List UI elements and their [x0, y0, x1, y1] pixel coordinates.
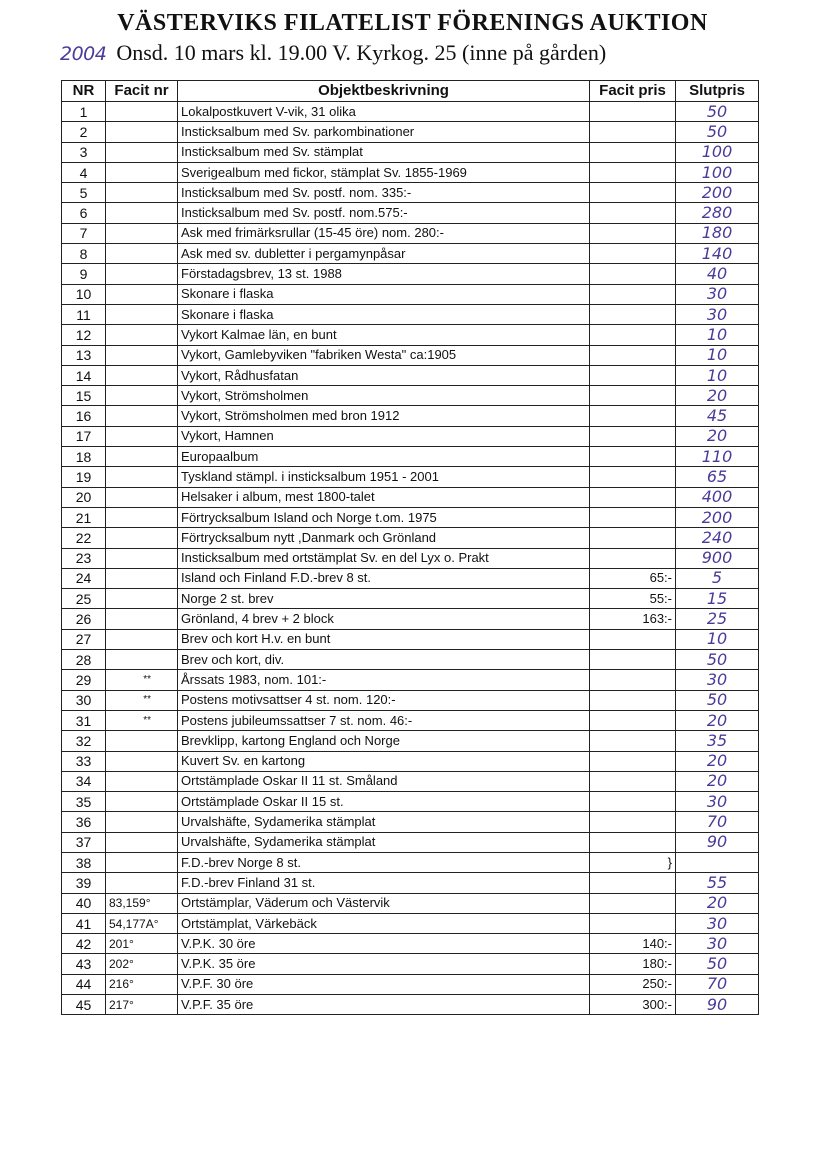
cell-slutpris: 50 [676, 102, 759, 122]
cell-facit-nr: 83,159° [106, 893, 178, 913]
table-row [62, 203, 759, 223]
cell-slutpris: 100 [676, 142, 759, 162]
table-row [62, 223, 759, 243]
cell-nr: 24 [62, 568, 106, 588]
cell-facit-pris: } [590, 852, 676, 872]
cell-facit-nr [106, 223, 178, 243]
cell-facit-nr [106, 365, 178, 385]
cell-slutpris: 30 [676, 670, 759, 690]
cell-facit-nr [106, 629, 178, 649]
cell-facit-nr [106, 507, 178, 527]
cell-nr: 3 [62, 142, 106, 162]
table-row [62, 507, 759, 527]
cell-nr: 20 [62, 487, 106, 507]
cell-facit-pris [590, 284, 676, 304]
cell-nr: 27 [62, 629, 106, 649]
cell-nr: 23 [62, 548, 106, 568]
cell-facit-nr [106, 183, 178, 203]
table-row [62, 304, 759, 324]
cell-facit-pris [590, 325, 676, 345]
cell-nr: 11 [62, 304, 106, 324]
cell-nr: 15 [62, 386, 106, 406]
auction-subtitle: Onsd. 10 mars kl. 19.00 V. Kyrkog. 25 (inne på gården) [116, 40, 607, 65]
cell-nr: 6 [62, 203, 106, 223]
cell-nr: 1 [62, 102, 106, 122]
cell-facit-pris [590, 812, 676, 832]
cell-slutpris: 30 [676, 913, 759, 933]
cell-facit-nr: ** [106, 670, 178, 690]
table-row [62, 710, 759, 730]
cell-description: Brev och kort, div. [178, 650, 590, 670]
cell-slutpris: 20 [676, 751, 759, 771]
table-row [62, 629, 759, 649]
cell-slutpris: 20 [676, 771, 759, 791]
cell-facit-nr [106, 264, 178, 284]
cell-nr: 30 [62, 690, 106, 710]
cell-description: V.P.F. 30 öre [178, 974, 590, 994]
cell-facit-nr [106, 609, 178, 629]
cell-description: Helsaker i album, mest 1800-talet [178, 487, 590, 507]
column-header-nr: NR [62, 81, 106, 102]
cell-facit-pris [590, 487, 676, 507]
cell-facit-nr [106, 426, 178, 446]
cell-description: Ortstämplade Oskar II 15 st. [178, 792, 590, 812]
cell-facit-pris [590, 183, 676, 203]
table-row [62, 548, 759, 568]
cell-facit-pris [590, 386, 676, 406]
table-row [62, 690, 759, 710]
cell-nr: 39 [62, 873, 106, 893]
cell-facit-pris [590, 629, 676, 649]
cell-facit-pris [590, 832, 676, 852]
cell-facit-pris [590, 690, 676, 710]
cell-facit-nr [106, 589, 178, 609]
cell-facit-nr [106, 345, 178, 365]
cell-slutpris: 20 [676, 386, 759, 406]
cell-facit-nr [106, 325, 178, 345]
table-row [62, 467, 759, 487]
table-row [62, 325, 759, 345]
table-row [62, 386, 759, 406]
cell-facit-nr [106, 487, 178, 507]
table-row [62, 751, 759, 771]
cell-facit-nr: 216° [106, 974, 178, 994]
cell-facit-nr [106, 731, 178, 751]
cell-slutpris: 10 [676, 325, 759, 345]
cell-facit-pris [590, 142, 676, 162]
cell-facit-nr [106, 568, 178, 588]
cell-slutpris: 180 [676, 223, 759, 243]
cell-facit-pris [590, 792, 676, 812]
cell-nr: 40 [62, 893, 106, 913]
cell-nr: 26 [62, 609, 106, 629]
cell-description: V.P.F. 35 öre [178, 995, 590, 1015]
cell-facit-nr [106, 467, 178, 487]
cell-facit-nr [106, 386, 178, 406]
cell-description: Förstadagsbrev, 13 st. 1988 [178, 264, 590, 284]
cell-slutpris: 10 [676, 345, 759, 365]
cell-description: Postens motivsattser 4 st. nom. 120:- [178, 690, 590, 710]
cell-slutpris: 100 [676, 162, 759, 182]
cell-slutpris: 25 [676, 609, 759, 629]
auction-lot-table [61, 80, 759, 1015]
cell-description: Kuvert Sv. en kartong [178, 751, 590, 771]
cell-description: Vykort, Gamlebyviken "fabriken Westa" ca:1905 [178, 345, 590, 365]
table-row [62, 244, 759, 264]
cell-facit-pris [590, 223, 676, 243]
cell-description: Ortstämplar, Väderum och Västervik [178, 893, 590, 913]
cell-facit-pris [590, 122, 676, 142]
cell-description: Urvalshäfte, Sydamerika stämplat [178, 832, 590, 852]
cell-description: Sverigealbum med fickor, stämplat Sv. 1855-1969 [178, 162, 590, 182]
table-row [62, 426, 759, 446]
table-row [62, 771, 759, 791]
cell-facit-pris [590, 893, 676, 913]
handwritten-year: 2004 [60, 43, 107, 65]
cell-description: Insticksalbum med Sv. postf. nom.575:- [178, 203, 590, 223]
cell-nr: 25 [62, 589, 106, 609]
table-row [62, 650, 759, 670]
table-row [62, 609, 759, 629]
column-header-facit-pris: Facit pris [590, 81, 676, 102]
cell-slutpris: 55 [676, 873, 759, 893]
cell-description: Årssats 1983, nom. 101:- [178, 670, 590, 690]
cell-description: Norge 2 st. brev [178, 589, 590, 609]
cell-facit-nr [106, 447, 178, 467]
cell-facit-pris [590, 447, 676, 467]
cell-description: Ask med sv. dubletter i pergamynpåsar [178, 244, 590, 264]
cell-facit-nr [106, 852, 178, 872]
cell-facit-nr: 201° [106, 934, 178, 954]
cell-facit-nr [106, 751, 178, 771]
cell-facit-pris [590, 203, 676, 223]
cell-facit-pris [590, 771, 676, 791]
cell-slutpris: 10 [676, 629, 759, 649]
cell-slutpris: 200 [676, 183, 759, 203]
table-row [62, 934, 759, 954]
cell-facit-pris: 250:- [590, 974, 676, 994]
cell-description: Ortstämplade Oskar II 11 st. Småland [178, 771, 590, 791]
cell-facit-pris: 140:- [590, 934, 676, 954]
cell-slutpris: 70 [676, 974, 759, 994]
cell-slutpris: 35 [676, 731, 759, 751]
cell-description: Vykort, Strömsholmen med bron 1912 [178, 406, 590, 426]
cell-nr: 16 [62, 406, 106, 426]
table-row [62, 731, 759, 751]
cell-nr: 37 [62, 832, 106, 852]
cell-facit-nr: 202° [106, 954, 178, 974]
cell-description: Förtrycksalbum nytt ,Danmark och Grönland [178, 528, 590, 548]
cell-facit-pris: 55:- [590, 589, 676, 609]
cell-facit-nr: 54,177A° [106, 913, 178, 933]
table-row [62, 284, 759, 304]
cell-facit-pris [590, 650, 676, 670]
cell-nr: 33 [62, 751, 106, 771]
cell-nr: 21 [62, 507, 106, 527]
cell-description: Insticksalbum med Sv. parkombinationer [178, 122, 590, 142]
cell-facit-pris [590, 670, 676, 690]
table-row [62, 832, 759, 852]
cell-nr: 34 [62, 771, 106, 791]
cell-nr: 41 [62, 913, 106, 933]
cell-facit-pris [590, 426, 676, 446]
cell-facit-nr: ** [106, 690, 178, 710]
cell-description: Insticksalbum med ortstämplat Sv. en del Lyx o. Prakt [178, 548, 590, 568]
cell-facit-pris [590, 244, 676, 264]
cell-description: Ask med frimärksrullar (15-45 öre) nom. 280:- [178, 223, 590, 243]
cell-nr: 42 [62, 934, 106, 954]
cell-nr: 31 [62, 710, 106, 730]
cell-facit-nr: 217° [106, 995, 178, 1015]
cell-slutpris: 30 [676, 284, 759, 304]
cell-description: F.D.-brev Finland 31 st. [178, 873, 590, 893]
cell-slutpris: 30 [676, 792, 759, 812]
cell-description: Vykort, Rådhusfatan [178, 365, 590, 385]
cell-description: Brev och kort H.v. en bunt [178, 629, 590, 649]
cell-nr: 22 [62, 528, 106, 548]
cell-slutpris: 45 [676, 406, 759, 426]
cell-slutpris: 50 [676, 954, 759, 974]
cell-slutpris: 40 [676, 264, 759, 284]
cell-facit-nr [106, 142, 178, 162]
cell-facit-pris [590, 913, 676, 933]
table-row [62, 264, 759, 284]
cell-facit-pris: 300:- [590, 995, 676, 1015]
table-row [62, 812, 759, 832]
cell-description: V.P.K. 30 öre [178, 934, 590, 954]
table-row [62, 954, 759, 974]
cell-facit-nr [106, 203, 178, 223]
cell-description: Skonare i flaska [178, 284, 590, 304]
cell-slutpris: 50 [676, 122, 759, 142]
cell-description: Ortstämplat, Värkebäck [178, 913, 590, 933]
document-title: VÄSTERVIKS FILATELIST FÖRENINGS AUKTION [117, 10, 708, 36]
cell-nr: 43 [62, 954, 106, 974]
cell-nr: 36 [62, 812, 106, 832]
column-header-description: Objektbeskrivning [178, 81, 590, 102]
table-row [62, 122, 759, 142]
cell-slutpris [676, 852, 759, 872]
cell-facit-nr [106, 162, 178, 182]
cell-nr: 18 [62, 447, 106, 467]
cell-description: Tyskland stämpl. i insticksalbum 1951 - 2001 [178, 467, 590, 487]
cell-nr: 9 [62, 264, 106, 284]
cell-facit-pris [590, 365, 676, 385]
table-row [62, 487, 759, 507]
table-row [62, 995, 759, 1015]
cell-description: Skonare i flaska [178, 304, 590, 324]
cell-slutpris: 90 [676, 995, 759, 1015]
cell-slutpris: 5 [676, 568, 759, 588]
cell-description: Island och Finland F.D.-brev 8 st. [178, 568, 590, 588]
cell-nr: 4 [62, 162, 106, 182]
table-row [62, 568, 759, 588]
cell-slutpris: 240 [676, 528, 759, 548]
cell-facit-pris: 65:- [590, 568, 676, 588]
cell-facit-nr [106, 650, 178, 670]
cell-nr: 28 [62, 650, 106, 670]
table-row [62, 142, 759, 162]
cell-slutpris: 70 [676, 812, 759, 832]
cell-facit-nr: ** [106, 710, 178, 730]
cell-facit-nr [106, 102, 178, 122]
cell-nr: 17 [62, 426, 106, 446]
cell-facit-nr [106, 284, 178, 304]
column-header-slutpris: Slutpris [676, 81, 759, 102]
table-row [62, 102, 759, 122]
cell-facit-pris [590, 162, 676, 182]
cell-description: Grönland, 4 brev + 2 block [178, 609, 590, 629]
cell-facit-nr [106, 832, 178, 852]
cell-facit-nr [106, 873, 178, 893]
cell-facit-pris [590, 710, 676, 730]
cell-facit-nr [106, 792, 178, 812]
auction-date-line [60, 40, 606, 66]
cell-nr: 14 [62, 365, 106, 385]
cell-facit-pris [590, 406, 676, 426]
cell-slutpris: 110 [676, 447, 759, 467]
cell-nr: 45 [62, 995, 106, 1015]
cell-nr: 44 [62, 974, 106, 994]
cell-facit-pris [590, 751, 676, 771]
cell-facit-pris [590, 304, 676, 324]
table-row [62, 162, 759, 182]
cell-nr: 32 [62, 731, 106, 751]
cell-nr: 13 [62, 345, 106, 365]
cell-nr: 19 [62, 467, 106, 487]
cell-facit-pris [590, 528, 676, 548]
cell-facit-pris [590, 548, 676, 568]
cell-description: Vykort, Hamnen [178, 426, 590, 446]
cell-description: Vykort Kalmae län, en bunt [178, 325, 590, 345]
cell-slutpris: 50 [676, 650, 759, 670]
cell-slutpris: 90 [676, 832, 759, 852]
cell-facit-pris: 163:- [590, 609, 676, 629]
cell-description: Brevklipp, kartong England och Norge [178, 731, 590, 751]
cell-facit-pris [590, 345, 676, 365]
cell-facit-pris [590, 873, 676, 893]
cell-facit-pris [590, 102, 676, 122]
cell-nr: 35 [62, 792, 106, 812]
table-row [62, 589, 759, 609]
cell-description: Urvalshäfte, Sydamerika stämplat [178, 812, 590, 832]
cell-facit-pris: 180:- [590, 954, 676, 974]
cell-facit-nr [106, 771, 178, 791]
cell-slutpris: 900 [676, 548, 759, 568]
cell-facit-nr [106, 122, 178, 142]
cell-facit-pris [590, 507, 676, 527]
cell-description: F.D.-brev Norge 8 st. [178, 852, 590, 872]
cell-facit-nr [106, 528, 178, 548]
table-row [62, 974, 759, 994]
table-row [62, 345, 759, 365]
table-header-row [62, 81, 759, 102]
cell-slutpris: 200 [676, 507, 759, 527]
table-row [62, 893, 759, 913]
cell-slutpris: 280 [676, 203, 759, 223]
cell-nr: 38 [62, 852, 106, 872]
table-row [62, 873, 759, 893]
cell-slutpris: 30 [676, 304, 759, 324]
table-row [62, 406, 759, 426]
cell-slutpris: 400 [676, 487, 759, 507]
cell-slutpris: 10 [676, 365, 759, 385]
table-row [62, 365, 759, 385]
cell-slutpris: 15 [676, 589, 759, 609]
cell-slutpris: 50 [676, 690, 759, 710]
cell-description: Insticksalbum med Sv. stämplat [178, 142, 590, 162]
table-row [62, 528, 759, 548]
cell-slutpris: 30 [676, 934, 759, 954]
cell-description: Lokalpostkuvert V-vik, 31 olika [178, 102, 590, 122]
cell-nr: 5 [62, 183, 106, 203]
cell-description: Vykort, Strömsholmen [178, 386, 590, 406]
cell-description: Insticksalbum med Sv. postf. nom. 335:- [178, 183, 590, 203]
table-row [62, 183, 759, 203]
cell-nr: 7 [62, 223, 106, 243]
cell-description: Postens jubileumssattser 7 st. nom. 46:- [178, 710, 590, 730]
column-header-facit-nr: Facit nr [106, 81, 178, 102]
cell-slutpris: 20 [676, 893, 759, 913]
cell-slutpris: 140 [676, 244, 759, 264]
table-row [62, 670, 759, 690]
cell-nr: 8 [62, 244, 106, 264]
cell-slutpris: 20 [676, 710, 759, 730]
cell-facit-pris [590, 264, 676, 284]
table-row [62, 852, 759, 872]
cell-description: Förtrycksalbum Island och Norge t.om. 1975 [178, 507, 590, 527]
table-row [62, 447, 759, 467]
cell-facit-pris [590, 467, 676, 487]
cell-slutpris: 65 [676, 467, 759, 487]
cell-description: Europaalbum [178, 447, 590, 467]
cell-nr: 29 [62, 670, 106, 690]
table-row [62, 792, 759, 812]
cell-nr: 10 [62, 284, 106, 304]
cell-facit-nr [106, 548, 178, 568]
cell-slutpris: 20 [676, 426, 759, 446]
table-row [62, 913, 759, 933]
cell-facit-nr [106, 406, 178, 426]
cell-facit-nr [106, 812, 178, 832]
cell-facit-nr [106, 304, 178, 324]
cell-facit-nr [106, 244, 178, 264]
cell-nr: 2 [62, 122, 106, 142]
cell-nr: 12 [62, 325, 106, 345]
cell-facit-pris [590, 731, 676, 751]
cell-description: V.P.K. 35 öre [178, 954, 590, 974]
